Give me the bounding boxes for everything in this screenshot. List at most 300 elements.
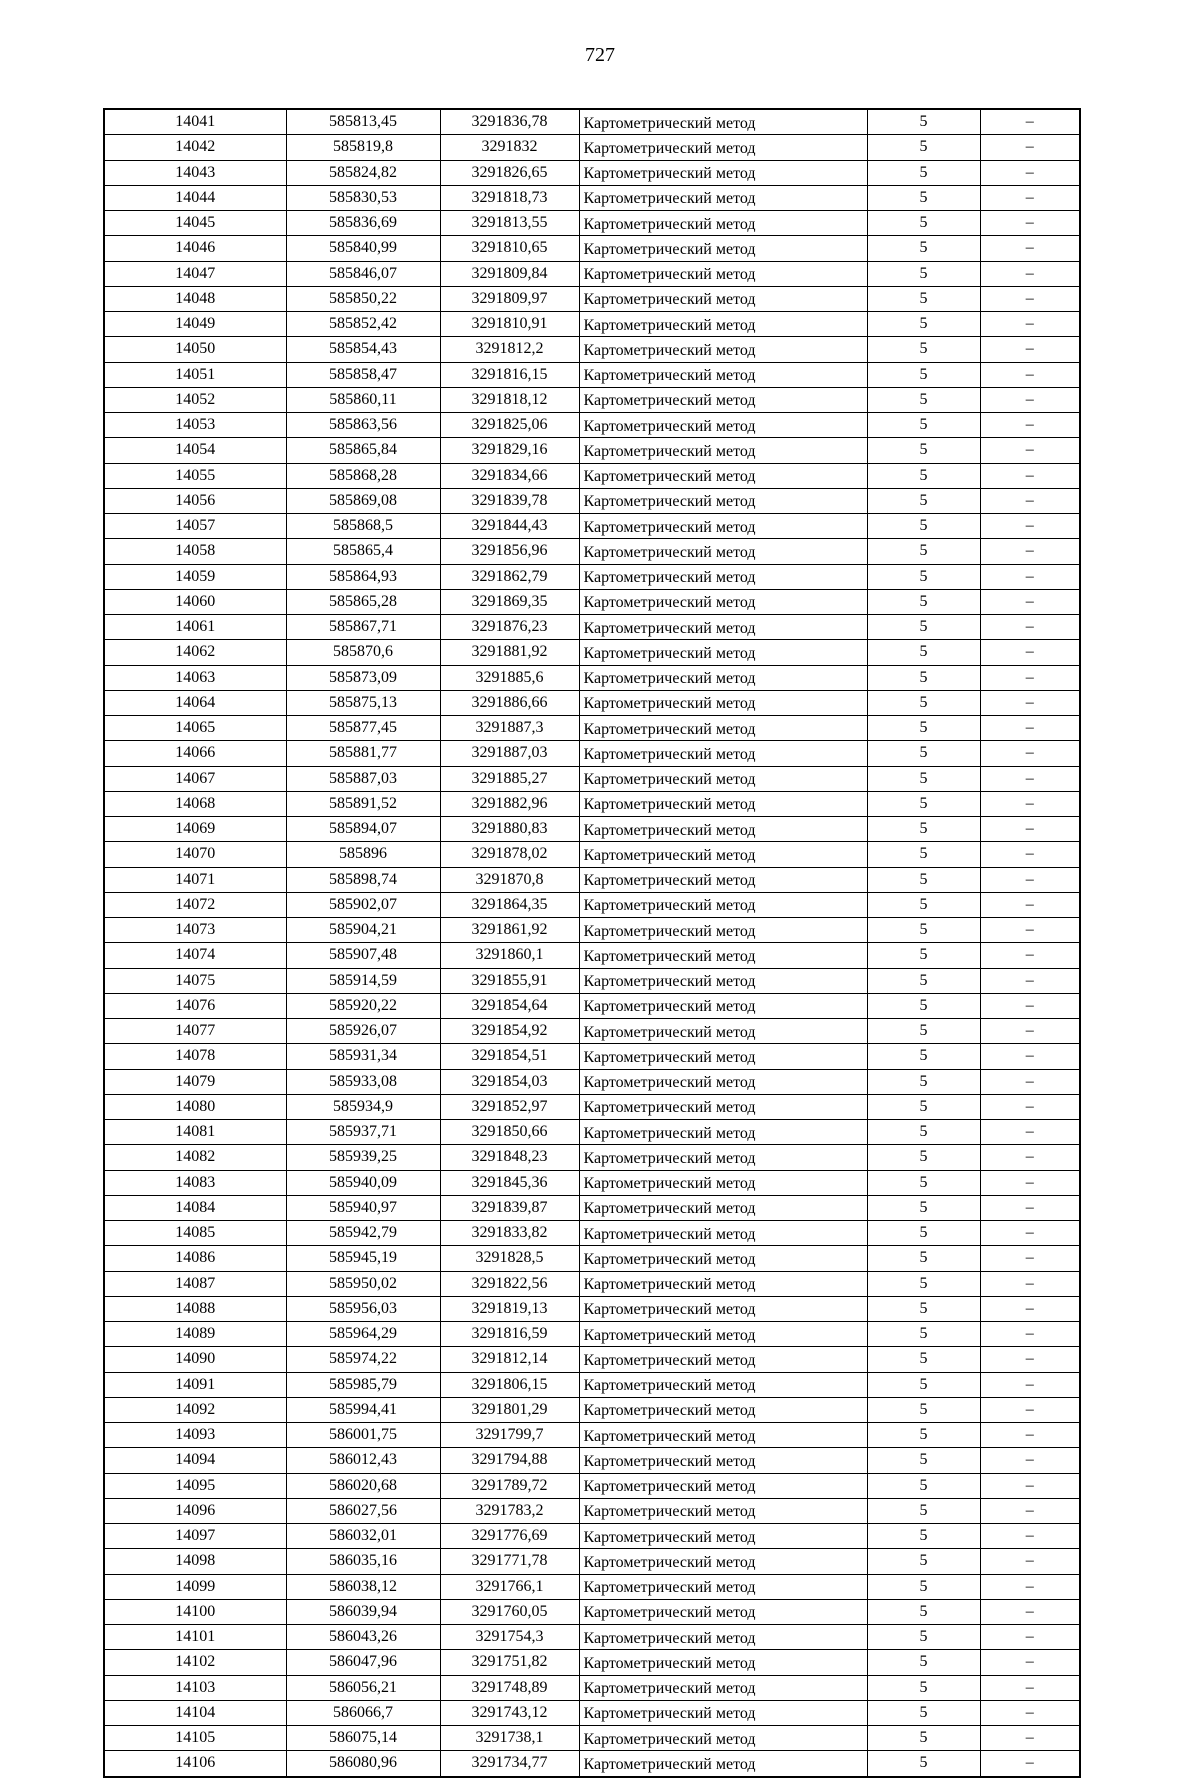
x-coordinate-cell: 585902,07: [286, 892, 440, 917]
x-coordinate-cell: 586012,43: [286, 1448, 440, 1473]
y-coordinate-cell: 3291809,97: [440, 286, 579, 311]
table-row: [104, 716, 1080, 741]
method-cell: Картометрический метод: [579, 1044, 867, 1069]
point-number-cell: 14098: [104, 1549, 286, 1574]
point-number-cell: 14084: [104, 1195, 286, 1220]
description-cell: –: [980, 1473, 1080, 1498]
y-coordinate-cell: 3291886,66: [440, 690, 579, 715]
y-coordinate-cell: 3291766,1: [440, 1574, 579, 1599]
y-coordinate-cell: 3291852,97: [440, 1094, 579, 1119]
description-cell: –: [980, 1700, 1080, 1725]
description-cell: –: [980, 463, 1080, 488]
table-row: [104, 1473, 1080, 1498]
x-coordinate-cell: 585869,08: [286, 488, 440, 513]
y-coordinate-cell: 3291743,12: [440, 1700, 579, 1725]
method-cell: Картометрический метод: [579, 1574, 867, 1599]
description-cell: –: [980, 1246, 1080, 1271]
table-row: [104, 1069, 1080, 1094]
point-number-cell: 14080: [104, 1094, 286, 1119]
accuracy-cell: 5: [867, 615, 980, 640]
point-number-cell: 14068: [104, 791, 286, 816]
accuracy-cell: 5: [867, 1726, 980, 1751]
method-cell: Картометрический метод: [579, 236, 867, 261]
method-cell: Картометрический метод: [579, 892, 867, 917]
y-coordinate-cell: 3291751,82: [440, 1650, 579, 1675]
method-cell: Картометрический метод: [579, 387, 867, 412]
description-cell: –: [980, 185, 1080, 210]
accuracy-cell: 5: [867, 791, 980, 816]
method-cell: Картометрический метод: [579, 463, 867, 488]
x-coordinate-cell: 585850,22: [286, 286, 440, 311]
method-cell: Картометрический метод: [579, 1700, 867, 1725]
table-row: [104, 1625, 1080, 1650]
point-number-cell: 14094: [104, 1448, 286, 1473]
table-row: [104, 236, 1080, 261]
point-number-cell: 14065: [104, 716, 286, 741]
point-number-cell: 14046: [104, 236, 286, 261]
x-coordinate-cell: 585860,11: [286, 387, 440, 412]
table-row: [104, 286, 1080, 311]
y-coordinate-cell: 3291854,92: [440, 1019, 579, 1044]
method-cell: Картометрический метод: [579, 615, 867, 640]
method-cell: Картометрический метод: [579, 362, 867, 387]
y-coordinate-cell: 3291809,84: [440, 261, 579, 286]
table-row: [104, 817, 1080, 842]
method-cell: Картометрический метод: [579, 1296, 867, 1321]
table-row: [104, 109, 1080, 135]
point-number-cell: 14075: [104, 968, 286, 993]
description-cell: –: [980, 1574, 1080, 1599]
point-number-cell: 14100: [104, 1599, 286, 1624]
point-number-cell: 14101: [104, 1625, 286, 1650]
page-number: 727: [585, 44, 615, 66]
x-coordinate-cell: 585985,79: [286, 1372, 440, 1397]
accuracy-cell: 5: [867, 1347, 980, 1372]
x-coordinate-cell: 585945,19: [286, 1246, 440, 1271]
description-cell: –: [980, 640, 1080, 665]
accuracy-cell: 5: [867, 1625, 980, 1650]
description-cell: –: [980, 413, 1080, 438]
accuracy-cell: 5: [867, 362, 980, 387]
method-cell: Картометрический метод: [579, 918, 867, 943]
method-cell: Картометрический метод: [579, 1170, 867, 1195]
y-coordinate-cell: 3291776,69: [440, 1524, 579, 1549]
description-cell: –: [980, 1271, 1080, 1296]
method-cell: Картометрический метод: [579, 564, 867, 589]
y-coordinate-cell: 3291806,15: [440, 1372, 579, 1397]
description-cell: –: [980, 892, 1080, 917]
description-cell: –: [980, 867, 1080, 892]
point-number-cell: 14045: [104, 211, 286, 236]
description-cell: –: [980, 236, 1080, 261]
table-row: [104, 1675, 1080, 1700]
table-row: [104, 1372, 1080, 1397]
method-cell: Картометрический метод: [579, 791, 867, 816]
method-cell: Картометрический метод: [579, 1675, 867, 1700]
table-row: [104, 1246, 1080, 1271]
table-row: [104, 918, 1080, 943]
x-coordinate-cell: 586080,96: [286, 1751, 440, 1777]
y-coordinate-cell: 3291812,2: [440, 337, 579, 362]
point-number-cell: 14085: [104, 1221, 286, 1246]
x-coordinate-cell: 585964,29: [286, 1322, 440, 1347]
y-coordinate-cell: 3291862,79: [440, 564, 579, 589]
description-cell: –: [980, 1296, 1080, 1321]
method-cell: Картометрический метод: [579, 1473, 867, 1498]
accuracy-cell: 5: [867, 1473, 980, 1498]
y-coordinate-cell: 3291822,56: [440, 1271, 579, 1296]
description-cell: –: [980, 539, 1080, 564]
method-cell: Картометрический метод: [579, 261, 867, 286]
point-number-cell: 14072: [104, 892, 286, 917]
point-number-cell: 14052: [104, 387, 286, 412]
method-cell: Картометрический метод: [579, 665, 867, 690]
table-row: [104, 791, 1080, 816]
method-cell: Картометрический метод: [579, 842, 867, 867]
point-number-cell: 14092: [104, 1397, 286, 1422]
table-row: [104, 690, 1080, 715]
point-number-cell: 14087: [104, 1271, 286, 1296]
description-cell: –: [980, 1170, 1080, 1195]
table-row: [104, 413, 1080, 438]
y-coordinate-cell: 3291848,23: [440, 1145, 579, 1170]
table-row: [104, 615, 1080, 640]
method-cell: Картометрический метод: [579, 1599, 867, 1624]
description-cell: –: [980, 1625, 1080, 1650]
table-row: [104, 1145, 1080, 1170]
x-coordinate-cell: 585942,79: [286, 1221, 440, 1246]
accuracy-cell: 5: [867, 514, 980, 539]
accuracy-cell: 5: [867, 1423, 980, 1448]
x-coordinate-cell: 585836,69: [286, 211, 440, 236]
description-cell: –: [980, 766, 1080, 791]
method-cell: Картометрический метод: [579, 993, 867, 1018]
description-cell: –: [980, 1145, 1080, 1170]
description-cell: –: [980, 1498, 1080, 1523]
x-coordinate-cell: 585934,9: [286, 1094, 440, 1119]
y-coordinate-cell: 3291885,6: [440, 665, 579, 690]
table-row: [104, 1448, 1080, 1473]
method-cell: Картометрический метод: [579, 1498, 867, 1523]
x-coordinate-cell: 586027,56: [286, 1498, 440, 1523]
accuracy-cell: 5: [867, 236, 980, 261]
description-cell: –: [980, 312, 1080, 337]
x-coordinate-cell: 585994,41: [286, 1397, 440, 1422]
x-coordinate-cell: 585865,28: [286, 589, 440, 614]
point-number-cell: 14061: [104, 615, 286, 640]
description-cell: –: [980, 261, 1080, 286]
table-row: [104, 1726, 1080, 1751]
accuracy-cell: 5: [867, 1397, 980, 1422]
method-cell: Картометрический метод: [579, 539, 867, 564]
accuracy-cell: 5: [867, 716, 980, 741]
x-coordinate-cell: 586056,21: [286, 1675, 440, 1700]
point-number-cell: 14069: [104, 817, 286, 842]
table-row: [104, 312, 1080, 337]
y-coordinate-cell: 3291829,16: [440, 438, 579, 463]
x-coordinate-cell: 586001,75: [286, 1423, 440, 1448]
description-cell: –: [980, 1044, 1080, 1069]
table-row: [104, 1221, 1080, 1246]
description-cell: –: [980, 1221, 1080, 1246]
point-number-cell: 14041: [104, 109, 286, 135]
point-number-cell: 14093: [104, 1423, 286, 1448]
accuracy-cell: 5: [867, 135, 980, 160]
point-number-cell: 14078: [104, 1044, 286, 1069]
x-coordinate-cell: 586038,12: [286, 1574, 440, 1599]
accuracy-cell: 5: [867, 185, 980, 210]
table-row: [104, 1347, 1080, 1372]
accuracy-cell: 5: [867, 1019, 980, 1044]
description-cell: –: [980, 665, 1080, 690]
table-row: [104, 1120, 1080, 1145]
table-row: [104, 640, 1080, 665]
point-number-cell: 14105: [104, 1726, 286, 1751]
method-cell: Картометрический метод: [579, 1524, 867, 1549]
description-cell: –: [980, 109, 1080, 135]
accuracy-cell: 5: [867, 1170, 980, 1195]
x-coordinate-cell: 586035,16: [286, 1549, 440, 1574]
y-coordinate-cell: 3291881,92: [440, 640, 579, 665]
y-coordinate-cell: 3291855,91: [440, 968, 579, 993]
method-cell: Картометрический метод: [579, 968, 867, 993]
point-number-cell: 14074: [104, 943, 286, 968]
table-row: [104, 1019, 1080, 1044]
accuracy-cell: 5: [867, 943, 980, 968]
method-cell: Картометрический метод: [579, 337, 867, 362]
description-cell: –: [980, 615, 1080, 640]
y-coordinate-cell: 3291850,66: [440, 1120, 579, 1145]
accuracy-cell: 5: [867, 312, 980, 337]
table-row: [104, 1524, 1080, 1549]
x-coordinate-cell: 585898,74: [286, 867, 440, 892]
y-coordinate-cell: 3291845,36: [440, 1170, 579, 1195]
accuracy-cell: 5: [867, 817, 980, 842]
point-number-cell: 14091: [104, 1372, 286, 1397]
table-row: [104, 160, 1080, 185]
description-cell: –: [980, 564, 1080, 589]
x-coordinate-cell: 586066,7: [286, 1700, 440, 1725]
y-coordinate-cell: 3291870,8: [440, 867, 579, 892]
table-row: [104, 968, 1080, 993]
table-row: [104, 1423, 1080, 1448]
description-cell: –: [980, 1448, 1080, 1473]
accuracy-cell: 5: [867, 438, 980, 463]
y-coordinate-cell: 3291734,77: [440, 1751, 579, 1777]
x-coordinate-cell: 585863,56: [286, 413, 440, 438]
y-coordinate-cell: 3291825,06: [440, 413, 579, 438]
method-cell: Картометрический метод: [579, 690, 867, 715]
y-coordinate-cell: 3291878,02: [440, 842, 579, 867]
table-row: [104, 1271, 1080, 1296]
accuracy-cell: 5: [867, 1599, 980, 1624]
point-number-cell: 14090: [104, 1347, 286, 1372]
accuracy-cell: 5: [867, 1675, 980, 1700]
point-number-cell: 14081: [104, 1120, 286, 1145]
x-coordinate-cell: 585824,82: [286, 160, 440, 185]
table-row: [104, 135, 1080, 160]
y-coordinate-cell: 3291794,88: [440, 1448, 579, 1473]
point-number-cell: 14096: [104, 1498, 286, 1523]
table-row: [104, 463, 1080, 488]
point-number-cell: 14097: [104, 1524, 286, 1549]
accuracy-cell: 5: [867, 387, 980, 412]
table-row: [104, 1170, 1080, 1195]
method-cell: Картометрический метод: [579, 1019, 867, 1044]
x-coordinate-cell: 585891,52: [286, 791, 440, 816]
point-number-cell: 14086: [104, 1246, 286, 1271]
point-number-cell: 14043: [104, 160, 286, 185]
point-number-cell: 14058: [104, 539, 286, 564]
description-cell: –: [980, 1751, 1080, 1777]
method-cell: Картометрический метод: [579, 1448, 867, 1473]
table-row: [104, 842, 1080, 867]
method-cell: Картометрический метод: [579, 766, 867, 791]
table-row: [104, 589, 1080, 614]
y-coordinate-cell: 3291783,2: [440, 1498, 579, 1523]
method-cell: Картометрический метод: [579, 1726, 867, 1751]
x-coordinate-cell: 585875,13: [286, 690, 440, 715]
method-cell: Картометрический метод: [579, 160, 867, 185]
x-coordinate-cell: 585887,03: [286, 766, 440, 791]
description-cell: –: [980, 1372, 1080, 1397]
description-cell: –: [980, 1195, 1080, 1220]
description-cell: –: [980, 690, 1080, 715]
x-coordinate-cell: 586047,96: [286, 1650, 440, 1675]
description-cell: –: [980, 135, 1080, 160]
method-cell: Картометрический метод: [579, 185, 867, 210]
description-cell: –: [980, 968, 1080, 993]
table-row: [104, 1599, 1080, 1624]
y-coordinate-cell: 3291882,96: [440, 791, 579, 816]
description-cell: –: [980, 1675, 1080, 1700]
accuracy-cell: 5: [867, 463, 980, 488]
description-cell: –: [980, 1397, 1080, 1422]
x-coordinate-cell: 585877,45: [286, 716, 440, 741]
description-cell: –: [980, 387, 1080, 412]
table-row: [104, 1094, 1080, 1119]
point-number-cell: 14104: [104, 1700, 286, 1725]
accuracy-cell: 5: [867, 1322, 980, 1347]
y-coordinate-cell: 3291748,89: [440, 1675, 579, 1700]
y-coordinate-cell: 3291826,65: [440, 160, 579, 185]
table-row: [104, 1751, 1080, 1777]
x-coordinate-cell: 585956,03: [286, 1296, 440, 1321]
point-number-cell: 14060: [104, 589, 286, 614]
x-coordinate-cell: 585920,22: [286, 993, 440, 1018]
method-cell: Картометрический метод: [579, 1145, 867, 1170]
accuracy-cell: 5: [867, 1195, 980, 1220]
accuracy-cell: 5: [867, 1574, 980, 1599]
description-cell: –: [980, 1069, 1080, 1094]
description-cell: –: [980, 1726, 1080, 1751]
x-coordinate-cell: 586075,14: [286, 1726, 440, 1751]
description-cell: –: [980, 943, 1080, 968]
table-row: [104, 337, 1080, 362]
table-row: [104, 867, 1080, 892]
point-number-cell: 14064: [104, 690, 286, 715]
y-coordinate-cell: 3291818,73: [440, 185, 579, 210]
y-coordinate-cell: 3291887,3: [440, 716, 579, 741]
x-coordinate-cell: 585914,59: [286, 968, 440, 993]
point-number-cell: 14063: [104, 665, 286, 690]
accuracy-cell: 5: [867, 1145, 980, 1170]
x-coordinate-cell: 585896: [286, 842, 440, 867]
description-cell: –: [980, 514, 1080, 539]
point-number-cell: 14059: [104, 564, 286, 589]
table-row: [104, 514, 1080, 539]
y-coordinate-cell: 3291854,64: [440, 993, 579, 1018]
x-coordinate-cell: 585907,48: [286, 943, 440, 968]
table-row: [104, 1650, 1080, 1675]
method-cell: Картометрический метод: [579, 716, 867, 741]
description-cell: –: [980, 1094, 1080, 1119]
point-number-cell: 14095: [104, 1473, 286, 1498]
x-coordinate-cell: 585830,53: [286, 185, 440, 210]
x-coordinate-cell: 585937,71: [286, 1120, 440, 1145]
x-coordinate-cell: 585840,99: [286, 236, 440, 261]
accuracy-cell: 5: [867, 1044, 980, 1069]
point-number-cell: 14048: [104, 286, 286, 311]
table-row: [104, 1549, 1080, 1574]
table-row: [104, 1296, 1080, 1321]
x-coordinate-cell: 585865,84: [286, 438, 440, 463]
description-cell: –: [980, 211, 1080, 236]
description-cell: –: [980, 1524, 1080, 1549]
y-coordinate-cell: 3291833,82: [440, 1221, 579, 1246]
point-number-cell: 14055: [104, 463, 286, 488]
point-number-cell: 14106: [104, 1751, 286, 1777]
x-coordinate-cell: 585881,77: [286, 741, 440, 766]
y-coordinate-cell: 3291860,1: [440, 943, 579, 968]
table-row: [104, 766, 1080, 791]
x-coordinate-cell: 585868,5: [286, 514, 440, 539]
x-coordinate-cell: 585904,21: [286, 918, 440, 943]
y-coordinate-cell: 3291816,59: [440, 1322, 579, 1347]
point-number-cell: 14044: [104, 185, 286, 210]
accuracy-cell: 5: [867, 564, 980, 589]
method-cell: Картометрический метод: [579, 135, 867, 160]
method-cell: Картометрический метод: [579, 1751, 867, 1777]
method-cell: Картометрический метод: [579, 741, 867, 766]
description-cell: –: [980, 286, 1080, 311]
point-number-cell: 14073: [104, 918, 286, 943]
x-coordinate-cell: 585870,6: [286, 640, 440, 665]
method-cell: Картометрический метод: [579, 1650, 867, 1675]
description-cell: –: [980, 589, 1080, 614]
method-cell: Картометрический метод: [579, 514, 867, 539]
x-coordinate-cell: 585813,45: [286, 109, 440, 135]
table-row: [104, 1574, 1080, 1599]
method-cell: Картометрический метод: [579, 1372, 867, 1397]
point-number-cell: 14088: [104, 1296, 286, 1321]
y-coordinate-cell: 3291760,05: [440, 1599, 579, 1624]
point-number-cell: 14071: [104, 867, 286, 892]
y-coordinate-cell: 3291869,35: [440, 589, 579, 614]
accuracy-cell: 5: [867, 160, 980, 185]
x-coordinate-cell: 585940,97: [286, 1195, 440, 1220]
y-coordinate-cell: 3291854,51: [440, 1044, 579, 1069]
point-number-cell: 14077: [104, 1019, 286, 1044]
method-cell: Картометрический метод: [579, 1246, 867, 1271]
method-cell: Картометрический метод: [579, 817, 867, 842]
x-coordinate-cell: 586039,94: [286, 1599, 440, 1624]
accuracy-cell: 5: [867, 413, 980, 438]
x-coordinate-cell: 585864,93: [286, 564, 440, 589]
method-cell: Картометрический метод: [579, 286, 867, 311]
x-coordinate-cell: 585854,43: [286, 337, 440, 362]
y-coordinate-cell: 3291810,91: [440, 312, 579, 337]
